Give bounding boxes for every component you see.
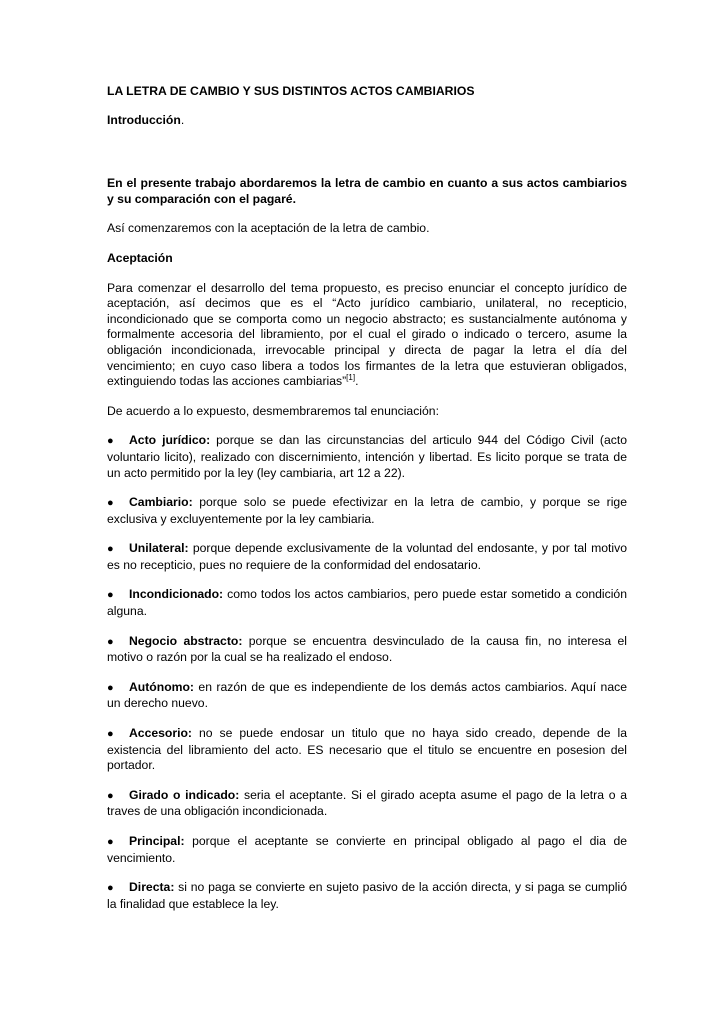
bullet-icon: ● [107,882,114,895]
document-title: LA LETRA DE CAMBIO Y SUS DISTINTOS ACTOS CAMBIARIOS [107,84,475,98]
bullet-icon: ● [107,635,114,648]
footnote-link[interactable]: [1] [346,373,356,383]
list-item [107,587,627,619]
bullet-icon: ● [107,543,114,556]
item-text: en razón de que es independiente de los demás actos cambiarios. Aquí nace un derecho nuevo. [107,679,627,711]
bullet-icon: ● [107,836,114,848]
item-text: no se puede endosar un titulo que no haya sido creado, depende de la existencia del libramiento del acto. ES necesario que el titulo se encuentre en posesion del portador. [107,726,627,773]
item-text: porque el aceptante se convierte en principal obligado al pago el dia de vencimiento. [107,834,627,865]
bullet-icon: ● [107,681,114,694]
bullet-icon: ● [107,497,114,510]
item-text: si no paga se convierte en sujeto pasivo de la acción directa, y si paga se cumplió la finalidad que establece la ley. [107,880,627,911]
bullet-icon: ● [107,728,114,741]
list-item [107,834,627,866]
item-term: Autónomo: [129,679,194,694]
list-item [107,495,627,527]
document-page [107,84,627,926]
item-text: seria el aceptante. Si el girado acepta asume el pago de la letra o a traves de una obligación incondicionada. [107,787,627,819]
item-text: como todos los actos cambiarios, pero puede estar sometido a condición alguna. [107,587,627,619]
item-term: Unilateral: [129,541,189,556]
item-term: Principal: [129,834,185,848]
definition-text: Para comenzar el desarrollo del tema propuesto, es preciso enunciar el concepto jurídico de aceptación, así decimos que es el “Acto jurídico cambiario, unilateral, no recepticio, incondicionado que se comporta como un negocio abstracto; es sustancialmente autónoma y formalmente accesoria del libramiento, por el cual el girado o indicado o tercero, asume la obligación incondicionada, irrevocable principal y directa de pagar la letra el día del vencimiento; en cuyo caso libera a todos los firmantes de la letra que estuvieran obligados, extinguiendo todas las acciones cambiarias” [107,280,627,389]
item-text: porque depende exclusivamente de la voluntad del endosante, y por tal motivo es no recepticio, pues no requiere de la conformidad del endosatario. [107,541,627,572]
lead-paragraph: En el presente trabajo abordaremos la letra de cambio en cuanto a sus actos cambiarios y su comparación con el pagaré. [107,176,627,206]
list-item [107,634,627,666]
item-term: Accesorio: [129,726,192,741]
item-text: porque solo se puede efectivizar en la letra de cambio, y porque se rige exclusiva y excluyentemente por la ley cambiaria. [107,495,627,526]
list-item [107,726,627,774]
item-term: Girado o indicado: [129,787,240,802]
list-item [107,788,627,820]
item-term: Incondicionado: [129,587,224,602]
transition-paragraph: De acuerdo a lo expuesto, desmembraremos tal enunciación: [107,403,439,418]
list-item [107,680,627,712]
list-item [107,433,627,481]
list-item [107,541,627,573]
start-paragraph: Así comenzaremos con la aceptación de la letra de cambio. [107,221,430,236]
item-term: Acto jurídico: [129,433,211,448]
item-term: Directa: [129,880,175,895]
item-term: Negocio abstracto: [129,633,243,648]
definition-paragraph [107,281,627,390]
bullet-icon: ● [107,589,114,602]
item-term: Cambiario: [129,495,193,510]
item-text: porque se dan las circunstancias del articulo 944 del Código Civil (acto voluntario licito), realizado con discernimiento, intención y libertad. Es licito porque se trata de un acto permitido por la ley (ley cambiaria, art 12 a 22). [107,433,627,480]
intro-period: . [180,112,185,127]
intro-label: Introducción [107,112,181,127]
bullet-icon: ● [107,789,114,802]
bullet-icon: ● [107,435,114,448]
definition-end: . [355,374,359,389]
list-item [107,880,627,912]
intro-heading [107,113,627,129]
section-heading: Aceptación [107,250,173,265]
item-text: porque se encuentra desvinculado de la causa fin, no interesa el motivo o razón por la cual se ha realizado el endoso. [107,633,628,665]
